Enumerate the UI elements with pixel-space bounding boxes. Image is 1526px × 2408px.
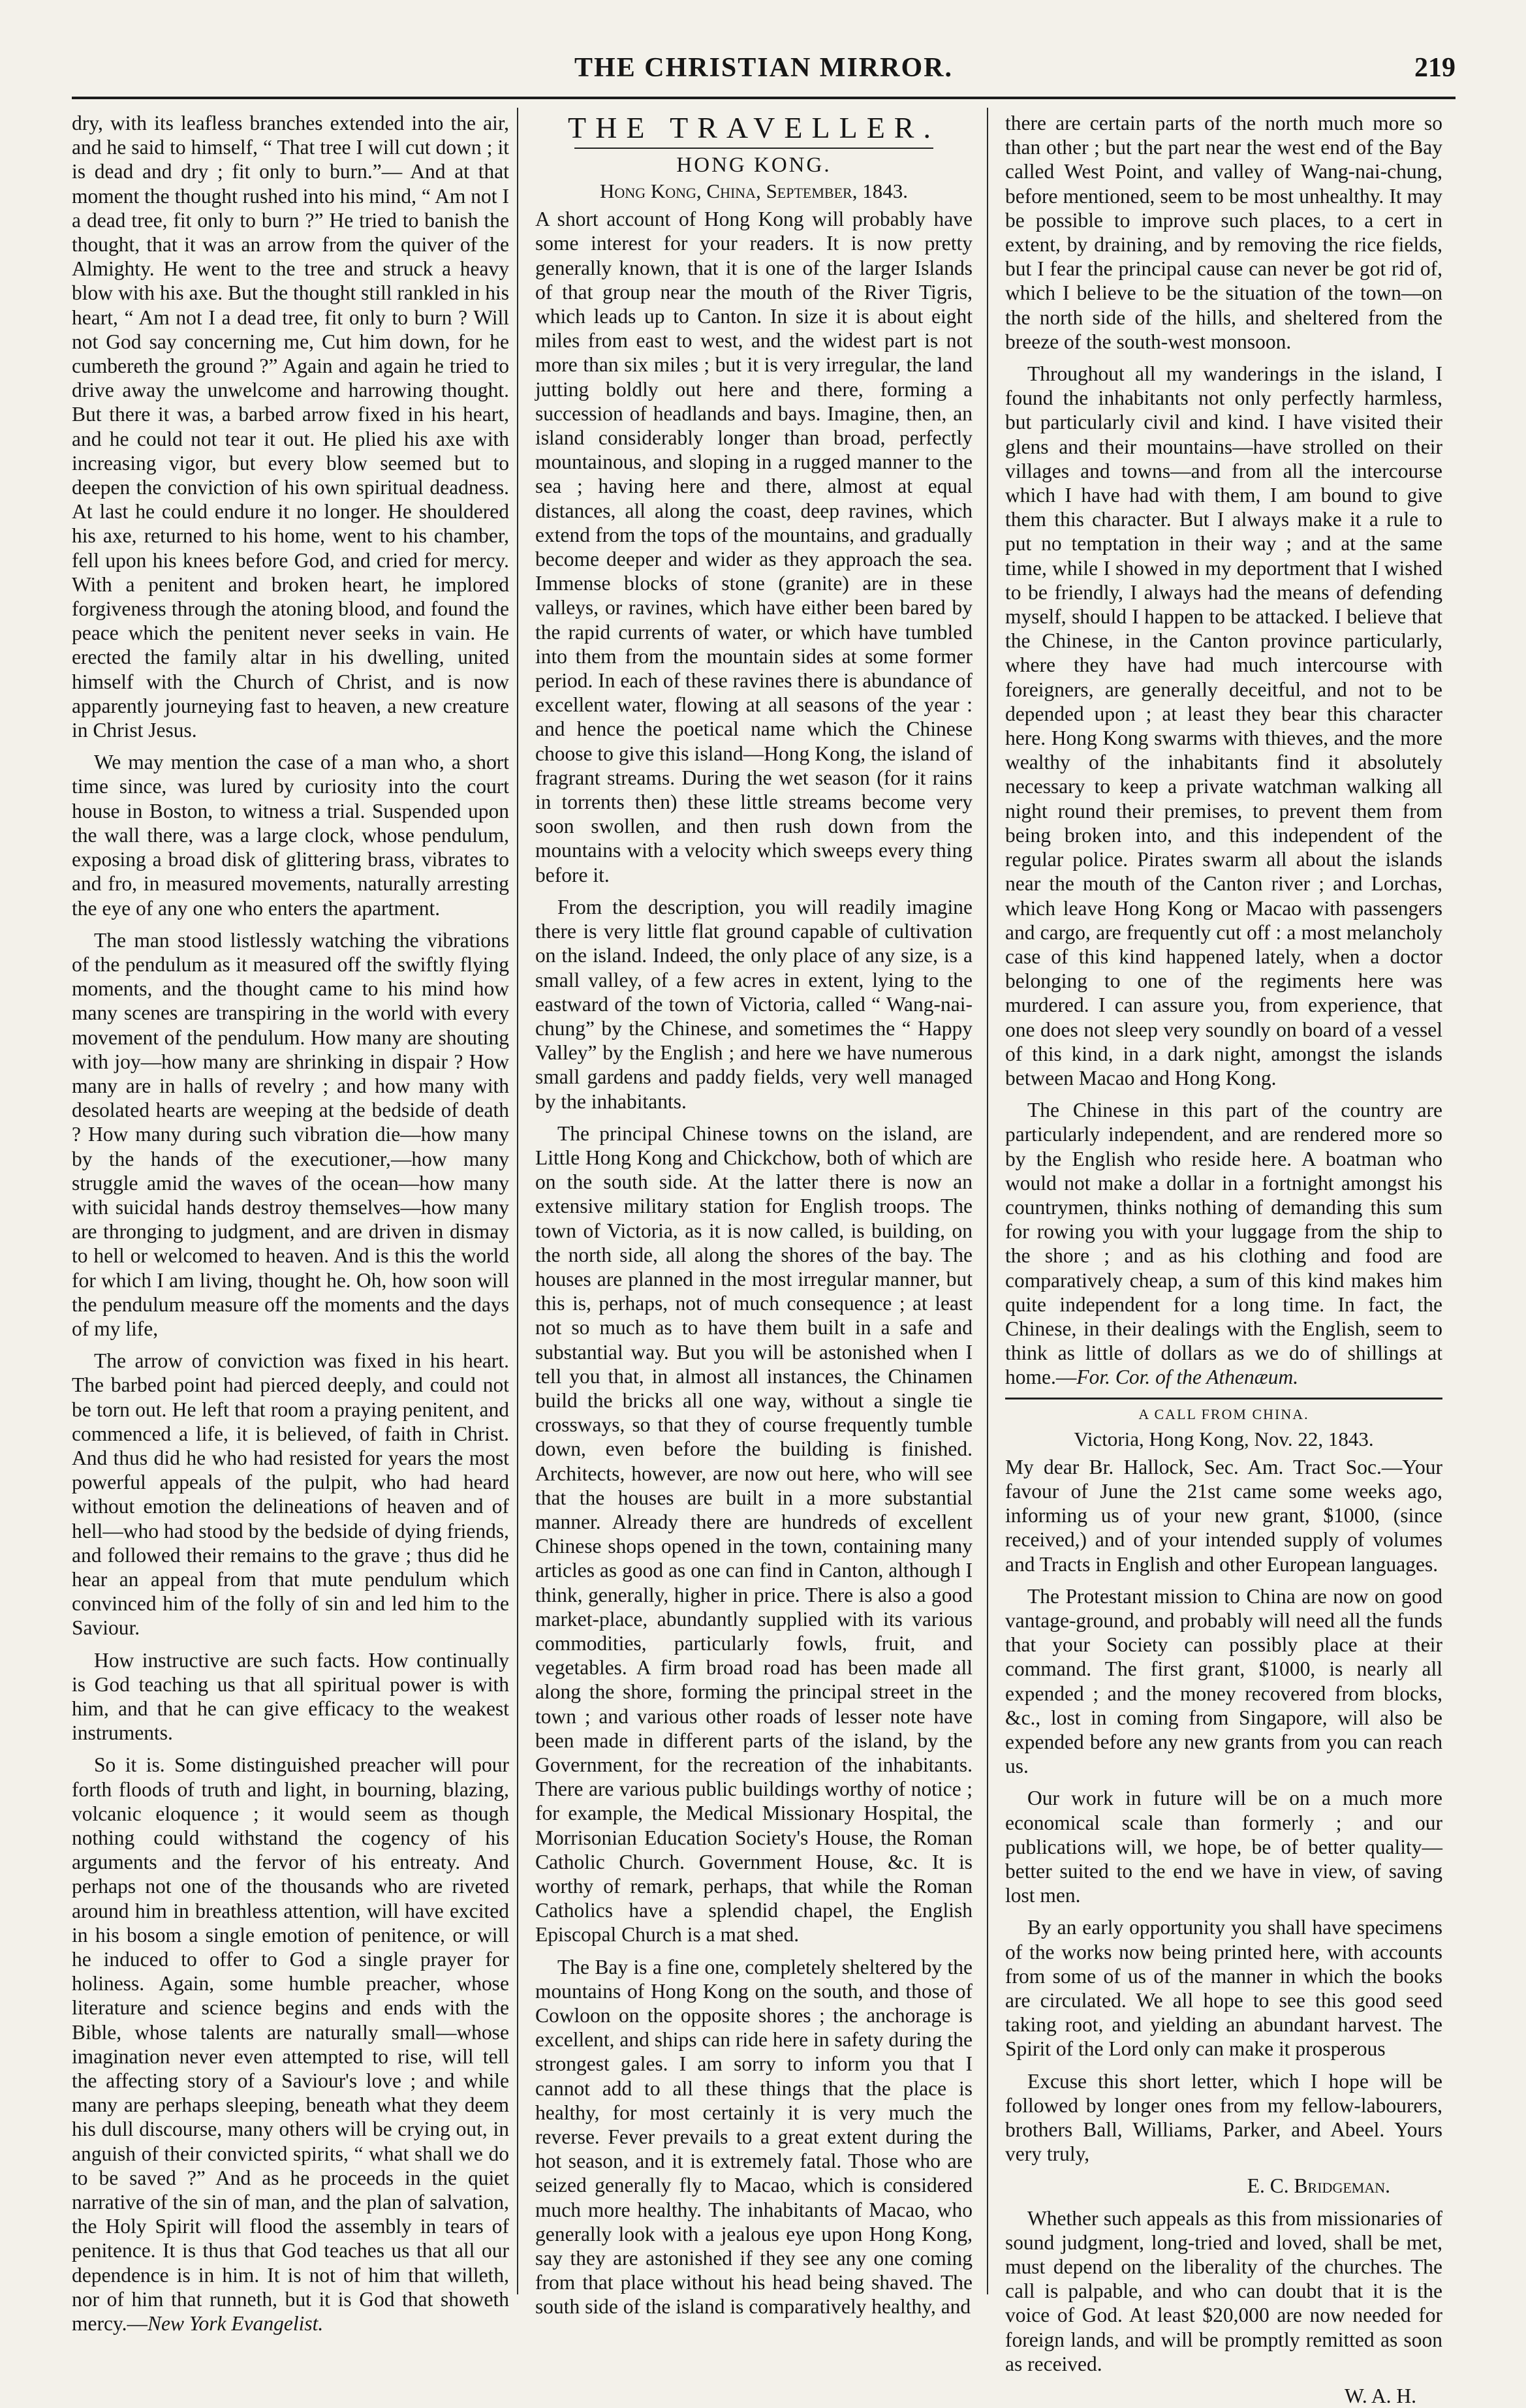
section-masthead: THE TRAVELLER.: [568, 111, 940, 144]
article-title: HONG KONG.: [676, 153, 832, 177]
paragraph: [1005, 1098, 1442, 1389]
paragraph: there are certain parts of the north much more so than other ; but the part near the west end of the Bay called West Point, and valley of Wang-nai-chung, before mentioned, seem to be most unhealthy. It may be possible to improve such places, to a cert in extent, by draining, and by removing the rice fields, but I fear the principal cause can never be got rid of, which I believe to be the situation of the town—on the north side of the hills, and sheltered from the breeze of the south-west monsoon.: [1005, 112, 1442, 353]
column-rule-2: [987, 108, 988, 2294]
paragraph: My dear Br. Hallock, Sec. Am. Tract Soc.—Your favour of June the 21st came some weeks ago, informing us of your new grant, $1000, (since received,) and of your intended supply of volumes and Tracts in English and other European languages.: [1005, 1455, 1442, 1576]
source-credit: For. Cor. of the Athenæum.: [1076, 1366, 1299, 1389]
column-1: [72, 111, 509, 2343]
dateline: Victoria, Hong Kong, Nov. 22, 1843.: [1074, 1427, 1374, 1450]
paragraph: From the description, you will readily imagine there is very little flat ground capable of cultivation on the island. Indeed, the only place of any size, is a small valley, of a few acres in extent, lying to the eastward of the town of Victoria, called “ Wang-nai-chung” by the Chinese, and sometimes the “ Happy Valley” by the English ; and here we have numerous small gardens and paddy fields, very well managed by the inhabitants.: [535, 895, 973, 1113]
paragraph: By an early opportunity you shall have specimens of the works now being printed here, with accounts from some of us of the manner in which the books are circulated. We all hope to see this good seed taking root, and yielding an abundant harvest. The Spirit of the Lord only can make it prosperous: [1005, 1916, 1442, 2061]
dateline: Hong Kong, China, September, 1843.: [600, 180, 908, 202]
column-3: [1005, 111, 1442, 2408]
column-2: [535, 111, 973, 2327]
paragraph-text: The Chinese in this part of the country are particularly independent, and are rendered more so by the English who reside here. A boatman who would not make a dollar in a fortnight amongst his countrymen, thinks nothing of demanding this sum for rowing you with your luggage from the ship to the shore ; and as his clothing and food are comparatively cheap, a sum of this kind makes him quite independent for a long time. In fact, the Chinese, in their dealings with the English, seem to think as little of dollars as we do of shillings at home.—: [1005, 1099, 1442, 1389]
signature: E. C. Bridgeman.: [1247, 2174, 1390, 2198]
paragraph: The man stood listlessly watching the vibrations of the pendulum as it measured off the swiftly flying moments, and the thought came to his mind how many scenes are transpiring in the world with every movement of the pendulum. How many are shouting with joy—how many are shrinking in dispair ? How many are in halls of revelry ; and how many with desolated hearts are weeping at the bedside of death ? How many during such vibration die—how many by the hands of the executioner,—how many struggle amid the waves of the ocean—how many with suicidal hands destroy themselves—how many are thronging to judgment, and are driven in dismay to hell or welcomed to heaven. And is this the world for which I am living, thought he. Oh, how soon will the pendulum measure off the moments and the days of my life,: [72, 928, 509, 1340]
column-rule-1: [517, 108, 518, 2294]
paragraph: A short account of Hong Kong will probably have some interest for your readers. It is now pretty generally known, that it is one of the larger Islands of that group near the mouth of the River Tigris, which leads up to Canton. In size it is about eight miles from east to west, and the widest part is not more than six miles ; but it is very irregular, the land jutting boldly out here and there, forming a succession of headlands and bays. Imagine, then, an island considerably longer than broad, perfectly mountainous, and sloping in a rugged manner to the sea ; having here and there, almost at equal distances, all along the coast, deep ravines, which extend from the tops of the mountains, and gradually become deeper and wider as they approach the sea. Immense blocks of stone (granite) are in these valleys, or ravines, which have either been bared by the rapid currents of water, or which have tumbled into them from the mountain sides at some former period. In each of these ravines there is abundance of excellent water, flowing at all seasons of the year : and hence the poetical name which the Chinese choose to give this island—Hong Kong, the island of fragrant streams. During the wet season (for it rains in torrents then) these little streams become very soon swollen, and then rush down from the mountains with a velocity which sweeps every thing before it.: [535, 208, 973, 886]
paragraph: Excuse this short letter, which I hope will be followed by longer ones from my fellow-labourers, brothers Ball, Williams, Parker, and Abeel. Yours very truly,: [1005, 2069, 1442, 2166]
running-title: THE CHRISTIAN MIRROR.: [574, 53, 953, 83]
masthead-rule: [574, 148, 933, 149]
paragraph: The Bay is a fine one, completely sheltered by the mountains of Hong Kong on the south, and those of Cowloon on the opposite shores ; the anchorage is excellent, and ships can ride here in safety during the strongest gales. I am sorry to inform you that I cannot add to all these things that the place is healthy, for most certainly it is very much the reverse. Fever prevails to a great extent during the hot season, and it is extremely fatal. Those who are seized generally fly to Macao, which is considered much more healthy. The inhabitants of Macao, who generally look with a jealous eye upon Hong Kong, say they are astonished if they see any one coming from that place without his head being shaved. The south side of the island is comparatively healthy, and: [535, 1955, 973, 2319]
paragraph: The arrow of conviction was fixed in his heart. The barbed point had pierced deeply, and could not be torn out. He left that room a praying penitent, and commenced a life, it is believed, of faith in Christ. And thus did he who had resisted for years the most powerful appeals of the pulpit, who had heard without emotion the delineations of heaven and of hell—who had stood by the bedside of dying friends, and followed their remains to the grave ; thus did he hear an appeal from that mute pendulum which convinced him of the folly of sin and led him to the Saviour.: [72, 1349, 509, 1640]
paragraph: Throughout all my wanderings in the island, I found the inhabitants not only perfectly harmless, but particularly civil and kind. I have visited their glens and their mountains—have strolled on their villages and towns—and from all the intercourse which I have had with them, I am bound to give them this character. But I always make it a rule to put no temptation in their way ; and at the same time, while I showed in my deportment that I wished to be friendly, I always had the means of defending myself, should I happen to be attacked. I believe that the Chinese, in the Canton province particularly, where they have had much intercourse with foreigners, are generally deceitful, and not to be depended upon ; at least they bear this character here. Hong Kong swarms with thieves, and the more wealthy of the inhabitants find it absolutely necessary to keep a private watchman walking all night round their premises, to prevent them from being broken into, and this independent of the regular police. Pirates swarm all about the islands near the mouth of the Canton river ; and Lorchas, which leave Hong Kong or Macao with passengers and cargo, are frequently cut off : a most melancholy case of this kind happened lately, when a doctor belonging to one of the regiments here was murdered. I can assure you, from experience, that one does not sleep very soundly on board of a vessel of this kind, in a dark night, amongst the islands between Macao and Hong Kong.: [1005, 362, 1442, 1089]
article-title: A CALL FROM CHINA.: [1138, 1405, 1309, 1422]
section-rule: [1005, 1398, 1442, 1399]
paragraph: We may mention the case of a man who, a short time since, was lured by curiosity into the court house in Boston, to witness a trial. Suspended upon the wall there, was a large clock, whose pendulum, exposing a broad disk of glittering brass, vibrates to and fro, in measured movements, naturally arresting the eye of any one who enters the apartment.: [72, 751, 509, 920]
source-credit: New York Evangelist.: [148, 2312, 324, 2336]
page-number: 219: [1414, 53, 1456, 83]
paragraph-text: So it is. Some distinguished preacher will pour forth floods of truth and light, in bourning, blazing, volcanic eloquence ; it would seem as though nothing could withstand the cogency of his arguments and the fervor of his entreaty. And perhaps not one of the thousands who are riveted around him in breathless attention, will have excited in his bosom a single emotion of penitence, or will he induced to offer to God a single prayer for holiness. Again, some humble preacher, whose literature and science begins and ends with the Bible, whose talents are naturally small—whose imagination never even attempted to rise, will tell the affecting story of a Saviour's love ; and while many are perhaps sleeping, beneath what they deem his dull discourse, many others will be crying out, in anguish of their convicted spirits, “ what shall we do to be saved ?” And as he proceeds in the quiet narrative of the sin of man, and the plan of salvation, the Holy Spirit will flood the assembly in tears of penitence. It is thus that God teaches us that all our dependence is in him. It is not of him that willeth, nor of him that runneth, but it is God that showeth mercy.—: [72, 1753, 509, 2336]
paragraph: The principal Chinese towns on the island, are Little Hong Kong and Chickchow, both of which are on the south side. At the latter there is now an extensive military station for English troops. The town of Victoria, as it is now called, is building, on the north side, all along the shores of the bay. The houses are planned in the most irregular manner, but this is, perhaps, not of much consequence ; at least not so much as to have them built in a safe and substantial way. But you will be astonished when I tell you that, in almost all instances, the Chinamen build the bricks all one way, without a single tie crossways, so that they of course frequently tumble down, even before the building is finished. Architects, however, are now out here, who will see that the houses are built in a more substantial manner. Already there are hundreds of excellent Chinese shops opened in the town, containing many articles as good as one can find in Canton, although I think, generally, higher in price. There is also a good market-place, abundantly supplied with its various commodities, particularly fowls, fruit, and vegetables. A firm broad road has been made all along the shore, forming the principal street in the town ; and various other roads of lesser note have been made in different parts of the island, by the Government, for the recreation of the inhabitants. There are various public buildings worthy of notice ; for example, the Medical Missionary Hospital, the Morrisonian Education Society's House, the Roman Catholic Church. Government House, &c. It is worthy of remark, perhaps, that while the Roman Catholics have a splendid chapel, the English Episcopal Church is a mat shed.: [535, 1121, 973, 1947]
paragraph: How instructive are such facts. How continually is God teaching us that all spiritual power is with him, and that he can give efficacy to the weakest instruments.: [72, 1648, 509, 1745]
page-header: [72, 51, 1456, 99]
paragraph: Our work in future will be on a much more economical scale than formerly ; and our publications will, we hope, be of better quality—better suited to the end we have in view, of saving lost men.: [1005, 1787, 1442, 1907]
paragraph: dry, with its leafless branches extended into the air, and he said to himself, “ That tree I will cut down ; it is dead and dry ; fit only to burn.”— And at that moment the thought rushed into his mind, “ Am not I a dead tree, fit only to burn ?” He tried to banish the thought, that it was an arrow from the quiver of the Almighty. He went to the tree and struck a heavy blow with his axe. But the thought still rankled in his heart, “ Am not I a dead tree, fit only to burn ? Will not God say concerning me, Cut him down, for he cumbereth the ground ?” Again and again he tried to drive away the unwelcome and harrowing thought. But there it was, a barbed arrow fixed in his heart, and he could not tear it out. He plied his axe with increasing vigor, but every blow seemed but to deepen the conviction of his own spiritual deadness. At last he could endure it no longer. He shouldered his axe, returned to his home, went to his chamber, fell upon his knees before God, and cried for mercy. With a penitent and broken heart, he implored forgiveness through the atoning blood, and found the peace which the penitent never seeks in vain. He erected the family altar in his dwelling, united himself with the Church of Christ, and is now apparently journeying fast to heaven, a new creature in Christ Jesus.: [72, 112, 509, 742]
paragraph: Whether such appeals as this from missionaries of sound judgment, long-tried and loved, shall be met, must depend on the liberality of the churches. The call is palpable, and who can doubt that it is the voice of God. At least $20,000 are now needed for foreign lands, and will be promptly remitted as soon as received.: [1005, 2206, 1442, 2375]
paragraph: The Protestant mission to China are now on good vantage-ground, and probably will need all the funds that your Society can possibly place at their command. The first grant, $1000, is nearly all expended ; and the money recovered from blocks, &c., lost in coming from Singapore, will also be expended before any new grants from you can reach us.: [1005, 1584, 1442, 1778]
signature: W. A. H.: [1345, 2385, 1416, 2408]
paragraph: [72, 1753, 509, 2336]
